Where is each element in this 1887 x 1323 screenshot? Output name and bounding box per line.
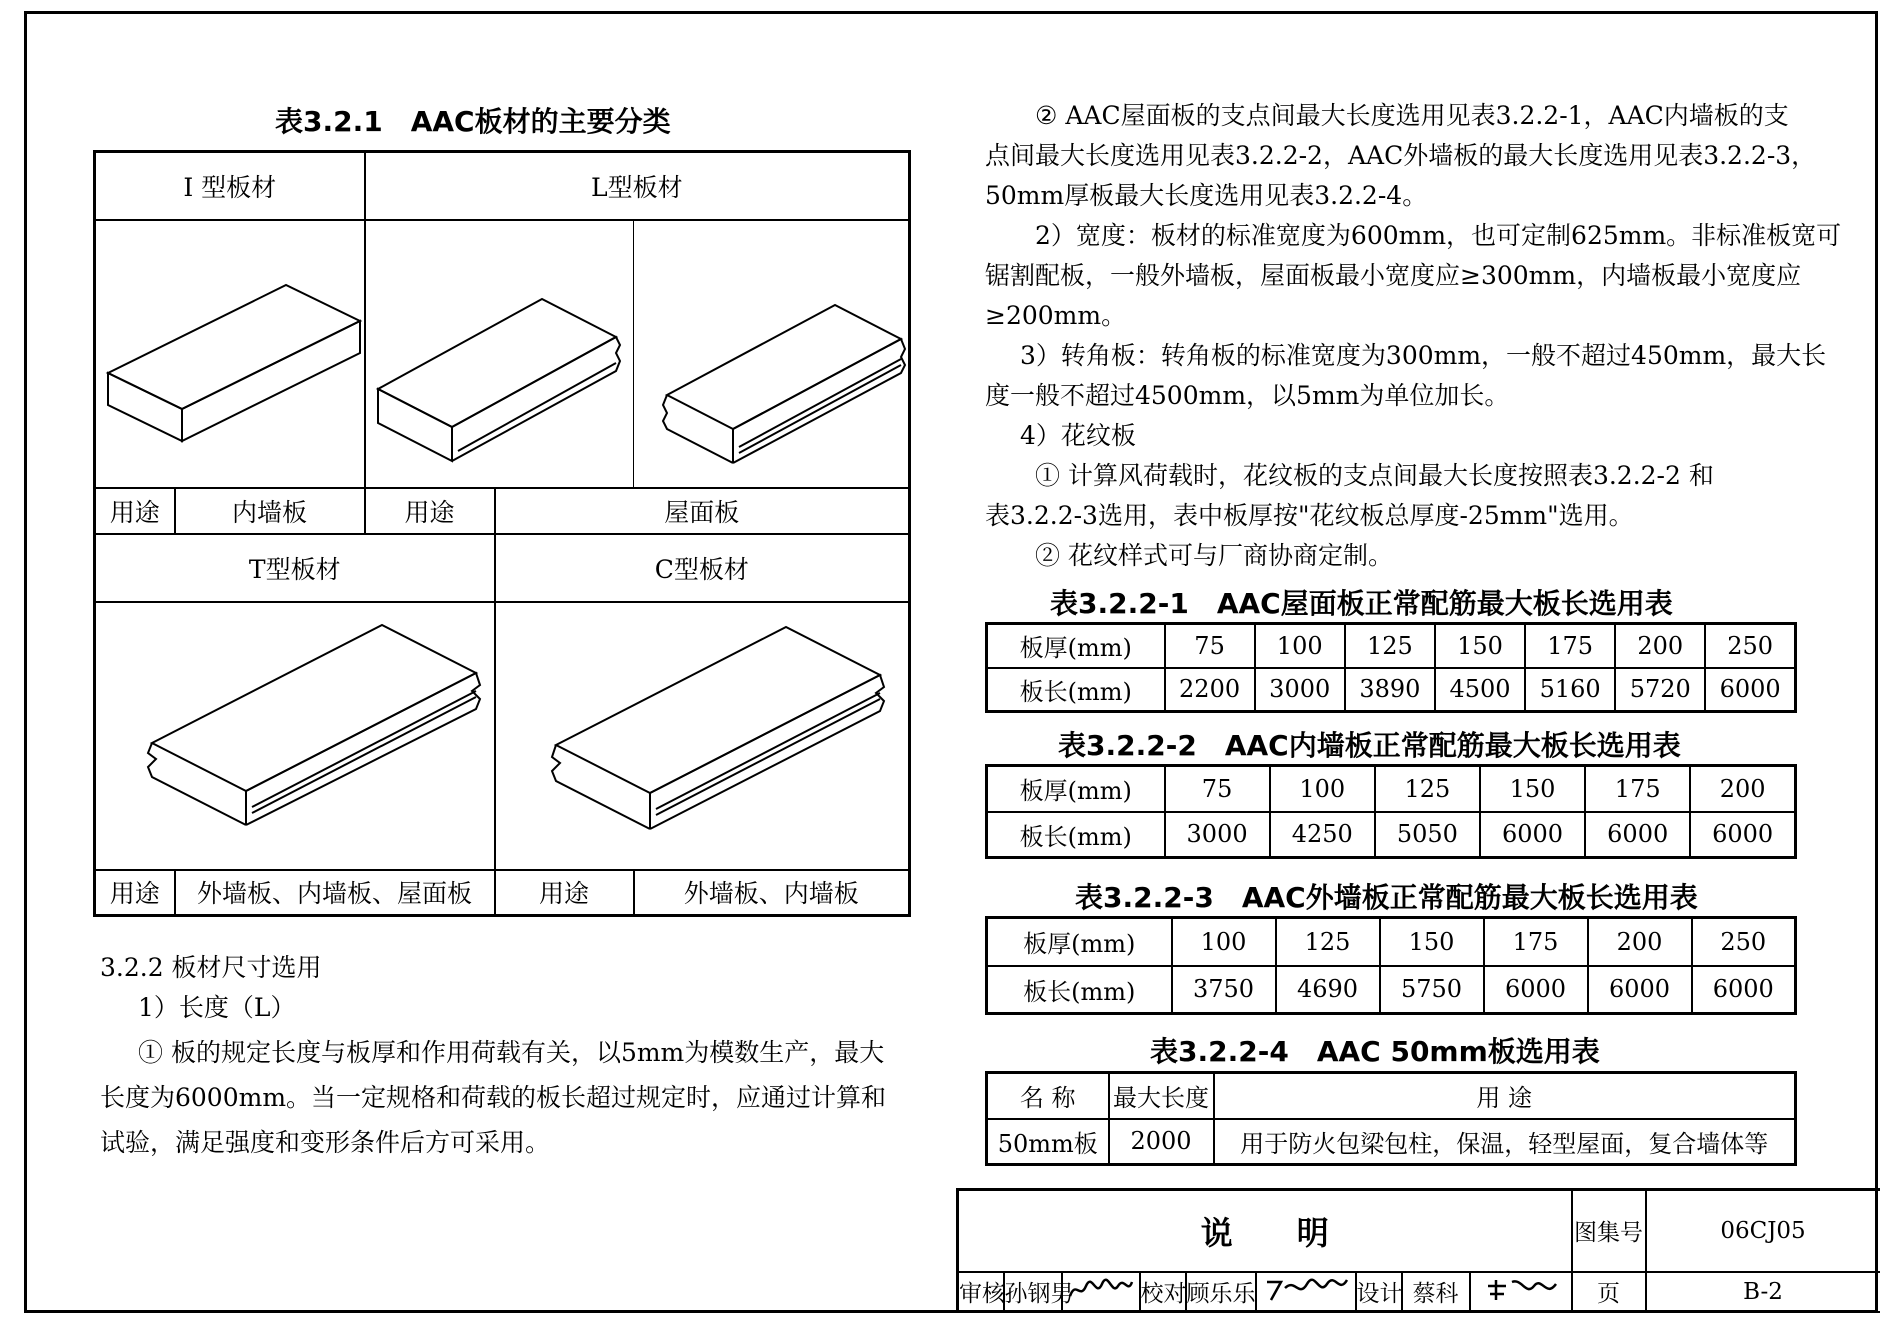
length-cell: 6000 (1588, 966, 1692, 1014)
thickness-cell: 175 (1484, 918, 1588, 966)
length-para-line: 试验，满足强度和变形条件后方可采用。 (100, 1128, 551, 1157)
length-cell: 4500 (1435, 668, 1525, 712)
thickness-label: 板厚(mm) (987, 918, 1172, 966)
roof-panel-table (985, 622, 1797, 713)
thickness-cell: 150 (1435, 624, 1525, 668)
thickness-cell: 150 (1480, 766, 1585, 812)
l-panel-drawing-b (635, 221, 907, 481)
thickness-cell: 100 (1172, 918, 1276, 966)
checker-signature (1256, 1272, 1356, 1312)
t-type-illustration (95, 602, 495, 870)
right-para-line: 50mm厚板最大长度选用见表3.2.2-4。 (985, 181, 1428, 210)
thickness-cell: 200 (1615, 624, 1705, 668)
length-para-line: 长度为6000mm。当一定规格和荷载的板长超过规定时，应通过计算和 (100, 1083, 887, 1112)
l-type-illustration-b (634, 220, 910, 488)
table4-title: 表3.2.2-4 AAC 50mm板选用表 (1150, 1035, 1600, 1068)
thickness-cell: 150 (1380, 918, 1484, 966)
right-para-line: 度一般不超过4500mm，以5mm为单位加长。 (985, 381, 1510, 410)
page-label: 页 (1572, 1272, 1646, 1312)
class-table-title: 表3.2.1 AAC板材的主要分类 (275, 105, 671, 138)
length-cell: 3000 (1165, 812, 1270, 858)
l-type-header: L型板材 (365, 152, 910, 220)
length-para-line: ① 板的规定长度与板厚和作用荷载有关，以5mm为模数生产，最大 (138, 1038, 885, 1067)
designer-name: 蔡科 (1402, 1272, 1470, 1312)
i-type-illustration (95, 220, 365, 488)
length-cell: 3750 (1172, 966, 1276, 1014)
t-type-header: T型板材 (95, 534, 495, 602)
right-para-line: 表3.2.2-3选用，表中板厚按"花纹板总厚度-25mm"选用。 (985, 501, 1634, 530)
length-cell: 5160 (1525, 668, 1615, 712)
c-panel-drawing (502, 603, 902, 863)
thickness-cell: 175 (1585, 766, 1690, 812)
50mm-panel-table (985, 1071, 1797, 1166)
thickness-cell: 125 (1375, 766, 1480, 812)
use-label: 用途 (365, 488, 495, 534)
thickness-cell: 250 (1692, 918, 1796, 966)
right-para-line: 锯割配板，一般外墙板，屋面板最小宽度应≥300mm，内墙板最小宽度应 (985, 261, 1802, 290)
length-label: 板长(mm) (987, 812, 1165, 858)
table3-title: 表3.2.2-3 AAC外墙板正常配筋最大板长选用表 (1075, 881, 1698, 914)
right-para-line: 4）花纹板 (1020, 421, 1136, 450)
thickness-cell: 200 (1690, 766, 1795, 812)
max-length-header: 最大长度 (1109, 1073, 1214, 1119)
thickness-cell: 175 (1525, 624, 1615, 668)
class-table (93, 150, 911, 917)
thickness-cell: 75 (1165, 766, 1270, 812)
table1-title: 表3.2.2-1 AAC屋面板正常配筋最大板长选用表 (1050, 587, 1673, 620)
right-para-line: ② AAC屋面板的支点间最大长度选用见表3.2.2-1，AAC内墙板的支 (1035, 101, 1789, 130)
thickness-cell: 100 (1255, 624, 1345, 668)
length-label: 板长(mm) (987, 966, 1172, 1014)
right-para-line: 点间最大长度选用见表3.2.2-2，AAC外墙板的最大长度选用见表3.2.2-3， (985, 141, 1817, 170)
atlas-number: 06CJ05 (1646, 1190, 1880, 1272)
l-type-illustration-a (365, 220, 634, 488)
signature-mark (1261, 1274, 1351, 1304)
exterior-wall-table (985, 916, 1797, 1015)
length-cell: 5050 (1375, 812, 1480, 858)
right-para-line: 2）宽度：板材的标准宽度为600mm，也可定制625mm。非标准板宽可 (1035, 221, 1842, 250)
i-use-value: 内墙板 (175, 488, 365, 534)
use-label: 用途 (95, 870, 175, 916)
length-cell: 2200 (1165, 668, 1255, 712)
name-header: 名 称 (987, 1073, 1109, 1119)
c-type-illustration (495, 602, 910, 870)
l-panel-drawing-a (366, 221, 634, 481)
design-label: 设计 (1356, 1272, 1402, 1312)
c-type-header: C型板材 (495, 534, 910, 602)
thickness-cell: 250 (1705, 624, 1795, 668)
right-para-line: ≥200mm。 (985, 301, 1127, 330)
thickness-cell: 125 (1345, 624, 1435, 668)
review-label: 审核 (958, 1272, 1004, 1312)
use-label: 用途 (495, 870, 634, 916)
length-label: 板长(mm) (987, 668, 1165, 712)
interior-wall-table (985, 764, 1797, 859)
t-use-value: 外墙板、内墙板、屋面板 (175, 870, 495, 916)
reviewer-name: 孙钢男 (1004, 1272, 1062, 1312)
length-cell: 6000 (1692, 966, 1796, 1014)
atlas-label: 图集号 (1572, 1190, 1646, 1272)
thickness-cell: 125 (1276, 918, 1380, 966)
length-cell: 4690 (1276, 966, 1380, 1014)
table2-title: 表3.2.2-2 AAC内墙板正常配筋最大板长选用表 (1058, 729, 1681, 762)
thickness-label: 板厚(mm) (987, 766, 1165, 812)
page-number: B-2 (1646, 1272, 1880, 1312)
thickness-cell: 200 (1588, 918, 1692, 966)
use-header: 用 途 (1214, 1073, 1796, 1119)
signature-mark (1476, 1274, 1566, 1304)
checker-name: 顾乐乐 (1186, 1272, 1256, 1312)
length-cell: 6000 (1484, 966, 1588, 1014)
length-cell: 6000 (1690, 812, 1795, 858)
length-cell: 5750 (1380, 966, 1484, 1014)
length-cell: 6000 (1705, 668, 1795, 712)
reviewer-signature (1062, 1272, 1140, 1312)
max-length-cell: 2000 (1109, 1119, 1214, 1165)
right-para-line: 3）转角板：转角板的标准宽度为300mm，一般不超过450mm，最大长 (1020, 341, 1827, 370)
right-para-line: ① 计算风荷载时，花纹板的支点间最大长度按照表3.2.2-2 和 (1035, 461, 1714, 490)
length-cell: 4250 (1270, 812, 1375, 858)
use-label: 用途 (95, 488, 175, 534)
check-label: 校对 (1140, 1272, 1186, 1312)
right-para-line: ② 花纹样式可与厂商协商定制。 (1035, 541, 1393, 570)
section-heading: 3.2.2 板材尺寸选用 (100, 953, 322, 982)
name-cell: 50mm板 (987, 1119, 1109, 1165)
l-use-value: 屋面板 (495, 488, 910, 534)
thickness-cell: 100 (1270, 766, 1375, 812)
i-type-header: I 型板材 (95, 152, 365, 220)
length-cell: 3890 (1345, 668, 1435, 712)
designer-signature (1470, 1272, 1572, 1312)
length-cell: 6000 (1480, 812, 1585, 858)
length-item: 1）长度（L） (138, 993, 296, 1022)
title-block (956, 1188, 1880, 1313)
use-cell: 用于防火包梁包柱，保温，轻型屋面，复合墙体等 (1214, 1119, 1796, 1165)
t-panel-drawing (96, 603, 496, 863)
signature-mark (1066, 1274, 1136, 1304)
i-panel-drawing (96, 221, 366, 481)
thickness-label: 板厚(mm) (987, 624, 1165, 668)
c-use-value: 外墙板、内墙板 (634, 870, 910, 916)
sheet-title: 说 明 (958, 1190, 1572, 1272)
thickness-cell: 75 (1165, 624, 1255, 668)
length-cell: 3000 (1255, 668, 1345, 712)
length-cell: 6000 (1585, 812, 1690, 858)
length-cell: 5720 (1615, 668, 1705, 712)
